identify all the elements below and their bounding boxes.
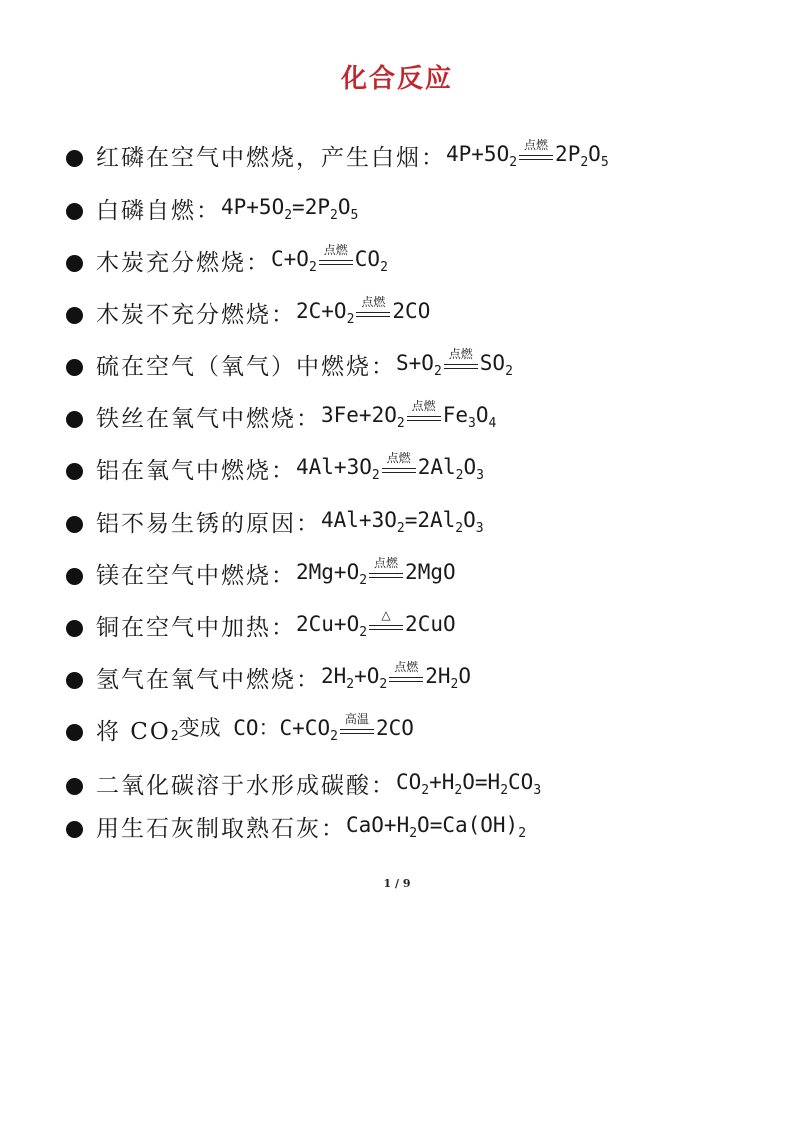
equation-text: 2H — [425, 663, 451, 688]
equation-text: S+O — [396, 350, 434, 375]
subscript: 4 — [488, 415, 497, 431]
equation-text: O — [588, 141, 601, 166]
equation-text: 2C+O — [296, 298, 347, 323]
equals-bar — [356, 312, 390, 313]
bullet-icon — [66, 463, 83, 480]
equals-bar — [407, 416, 441, 417]
equation-text: =2Al — [404, 507, 456, 532]
equation-text: 2CO — [375, 715, 414, 740]
list-item — [66, 451, 484, 491]
list-item — [66, 766, 541, 806]
subscript: 3 — [476, 467, 484, 483]
list-item — [66, 556, 456, 596]
bullet-icon — [66, 203, 83, 220]
equation-text: CO — [354, 246, 381, 271]
chemical-equation — [346, 805, 526, 854]
reaction-condition — [339, 711, 375, 742]
equation-text: O — [463, 507, 476, 532]
equation-text: 2H — [321, 663, 347, 688]
subscript: 2 — [500, 782, 509, 798]
reaction-condition — [381, 450, 417, 481]
list-item — [66, 138, 609, 178]
chemical-equation — [296, 291, 430, 340]
condition-text: 点燃 — [411, 398, 436, 413]
reaction-label: 红磷在空气中燃烧，产生白烟： — [96, 145, 446, 171]
subscript: 2 — [379, 676, 388, 692]
reaction-condition — [443, 346, 479, 377]
subscript: 2 — [433, 363, 442, 379]
equals-bar — [519, 155, 553, 156]
equals-bar — [389, 681, 423, 682]
equation-text: O — [458, 663, 472, 688]
reaction-label: 镁在空气中燃烧： — [96, 563, 296, 589]
bullet-icon — [66, 568, 83, 585]
list-item — [66, 712, 414, 752]
list-item — [66, 660, 471, 700]
equation-text: CO — [508, 769, 534, 794]
equation-text: CO — [396, 769, 422, 794]
subscript: 3 — [533, 782, 542, 798]
page-number: 1 / 9 — [383, 877, 411, 890]
chemical-equation — [396, 343, 513, 392]
subscript: 2 — [346, 676, 355, 692]
equals-bar — [382, 468, 416, 469]
equals-bar — [319, 264, 353, 265]
page-title: 化合反应 — [340, 64, 453, 94]
subscript: 2 — [455, 467, 464, 483]
equals-bar — [319, 260, 353, 261]
condition-text: 点燃 — [386, 450, 411, 465]
subscript: 2 — [359, 624, 368, 640]
equals-bar — [444, 368, 478, 369]
bullet-icon — [66, 821, 83, 838]
equation-text: 2Mg+O — [296, 559, 360, 584]
equation-text: 4P+5O — [446, 141, 510, 166]
equation-text: 3Fe+2O — [321, 402, 397, 427]
equation-text: 4P+5O — [221, 194, 285, 219]
subscript: 2 — [505, 363, 513, 379]
reaction-label: 硫在空气（氧气）中燃烧： — [96, 354, 396, 380]
subscript: 3 — [475, 520, 484, 536]
reaction-label: 木炭充分燃烧： — [96, 250, 271, 276]
equals-bar — [356, 316, 390, 317]
reaction-label: 铝不易生锈的原因： — [96, 511, 321, 537]
equation-text: 2Al — [417, 454, 456, 479]
reaction-label: 铁丝在氧气中燃烧： — [96, 406, 321, 432]
reaction-condition — [368, 607, 404, 638]
equation-text: 4Al+3O — [296, 454, 372, 479]
chemical-equation — [321, 395, 496, 444]
chemical-equation — [321, 656, 471, 705]
equation-text: 2Cu+O — [296, 611, 360, 636]
chemical-equation — [296, 447, 484, 496]
subscript: 2 — [455, 520, 464, 536]
equals-bar — [369, 577, 403, 578]
list-item — [66, 243, 388, 283]
list-item — [66, 347, 513, 387]
bullet-icon — [66, 516, 83, 533]
equation-text: 2CO — [392, 298, 431, 323]
equation-text: +H — [429, 769, 455, 794]
reaction-label: 白磷自燃： — [96, 198, 221, 224]
condition-text: 点燃 — [361, 294, 386, 309]
list-item — [66, 295, 430, 335]
bullet-icon — [66, 724, 83, 741]
subscript: 2 — [518, 825, 527, 841]
reaction-condition — [368, 555, 404, 586]
chemical-equation — [446, 134, 609, 183]
equals-bar — [369, 573, 403, 574]
chemical-equation — [396, 762, 541, 811]
condition-text: 点燃 — [448, 346, 473, 361]
subscript: 2 — [346, 311, 355, 327]
equals-bar — [340, 733, 374, 734]
subscript: 2 — [329, 207, 338, 223]
bullet-icon — [66, 307, 83, 324]
equals-bar — [369, 629, 403, 630]
equals-bar — [519, 159, 553, 160]
reaction-condition — [318, 242, 354, 273]
bullet-icon — [66, 411, 83, 428]
condition-text: 点燃 — [374, 555, 399, 570]
subscript: 5 — [600, 154, 609, 170]
bullet-icon — [66, 255, 83, 272]
subscript: 2 — [170, 728, 179, 744]
subscript: 2 — [359, 572, 368, 588]
list-item — [66, 191, 358, 231]
bullet-icon — [66, 359, 83, 376]
equation-text: Fe — [442, 402, 468, 427]
subscript: 2 — [509, 154, 518, 170]
reaction-condition — [406, 398, 442, 429]
reaction-label: 二氧化碳溶于水形成碳酸： — [96, 773, 396, 799]
subscript: 2 — [580, 154, 589, 170]
equals-bar — [389, 677, 423, 678]
bullet-icon — [66, 672, 83, 689]
reaction-label: 氢气在氧气中燃烧： — [96, 667, 321, 693]
equation-text: 2P — [555, 141, 581, 166]
condition-text: 高温 — [344, 711, 369, 726]
chemical-equation — [296, 552, 456, 601]
equals-bar — [444, 364, 478, 365]
subscript: 2 — [371, 467, 380, 483]
subscript: 5 — [350, 207, 359, 223]
equation-text: 4Al+3O — [321, 507, 397, 532]
equation-text: CaO+H — [346, 812, 410, 837]
equation-text: O — [337, 194, 351, 219]
subscript: 2 — [330, 728, 338, 744]
reaction-label: 铝在氧气中燃烧： — [96, 458, 296, 484]
subscript: 2 — [380, 259, 388, 275]
equals-bar — [407, 420, 441, 421]
list-item — [66, 809, 526, 849]
chemical-equation — [321, 500, 484, 549]
equation-text: O=H — [462, 769, 501, 794]
list-item — [66, 504, 484, 544]
reaction-condition — [355, 294, 391, 325]
bullet-icon — [66, 150, 83, 167]
equation-text: 2MgO — [405, 559, 456, 584]
condition-text: △ — [381, 607, 391, 622]
bullet-icon — [66, 778, 83, 795]
chemical-equation — [271, 239, 388, 288]
condition-text: 点燃 — [394, 659, 419, 674]
chemical-equation — [171, 708, 414, 757]
list-item — [66, 399, 496, 439]
subscript: 2 — [284, 207, 293, 223]
subscript: 2 — [421, 782, 430, 798]
bullet-icon — [66, 620, 83, 637]
equation-text: O=Ca(OH) — [417, 812, 519, 837]
subscript: 3 — [467, 415, 476, 431]
reaction-label: 木炭不充分燃烧： — [96, 302, 296, 328]
list-item — [66, 608, 456, 648]
equals-bar — [340, 729, 374, 730]
subscript: 2 — [450, 676, 459, 692]
reaction-condition — [388, 659, 424, 690]
equals-bar — [382, 472, 416, 473]
equation-text: +O — [354, 663, 380, 688]
subscript: 2 — [409, 825, 418, 841]
reaction-condition — [518, 137, 554, 168]
equals-bar — [369, 625, 403, 626]
subscript: 2 — [308, 259, 317, 275]
subscript: 2 — [396, 415, 405, 431]
equation-text: =2P — [292, 194, 330, 219]
subscript: 2 — [454, 782, 463, 798]
subscript: 2 — [396, 520, 405, 536]
condition-text: 点燃 — [524, 137, 549, 152]
chemical-equation — [296, 604, 456, 653]
condition-text: 点燃 — [323, 242, 348, 257]
equation-text: C+O — [271, 246, 309, 271]
reaction-label: 用生石灰制取熟石灰： — [96, 816, 346, 842]
equation-text: SO — [479, 350, 506, 375]
chemical-equation — [221, 187, 358, 236]
reaction-label: 铜在空气中加热： — [96, 615, 296, 641]
equation-text: 2CuO — [405, 611, 456, 636]
equation-text: O — [463, 454, 477, 479]
equation-text: O — [475, 402, 489, 427]
reaction-label: 将 CO — [96, 719, 171, 745]
equation-text: 变成 CO：C+CO — [178, 715, 331, 740]
